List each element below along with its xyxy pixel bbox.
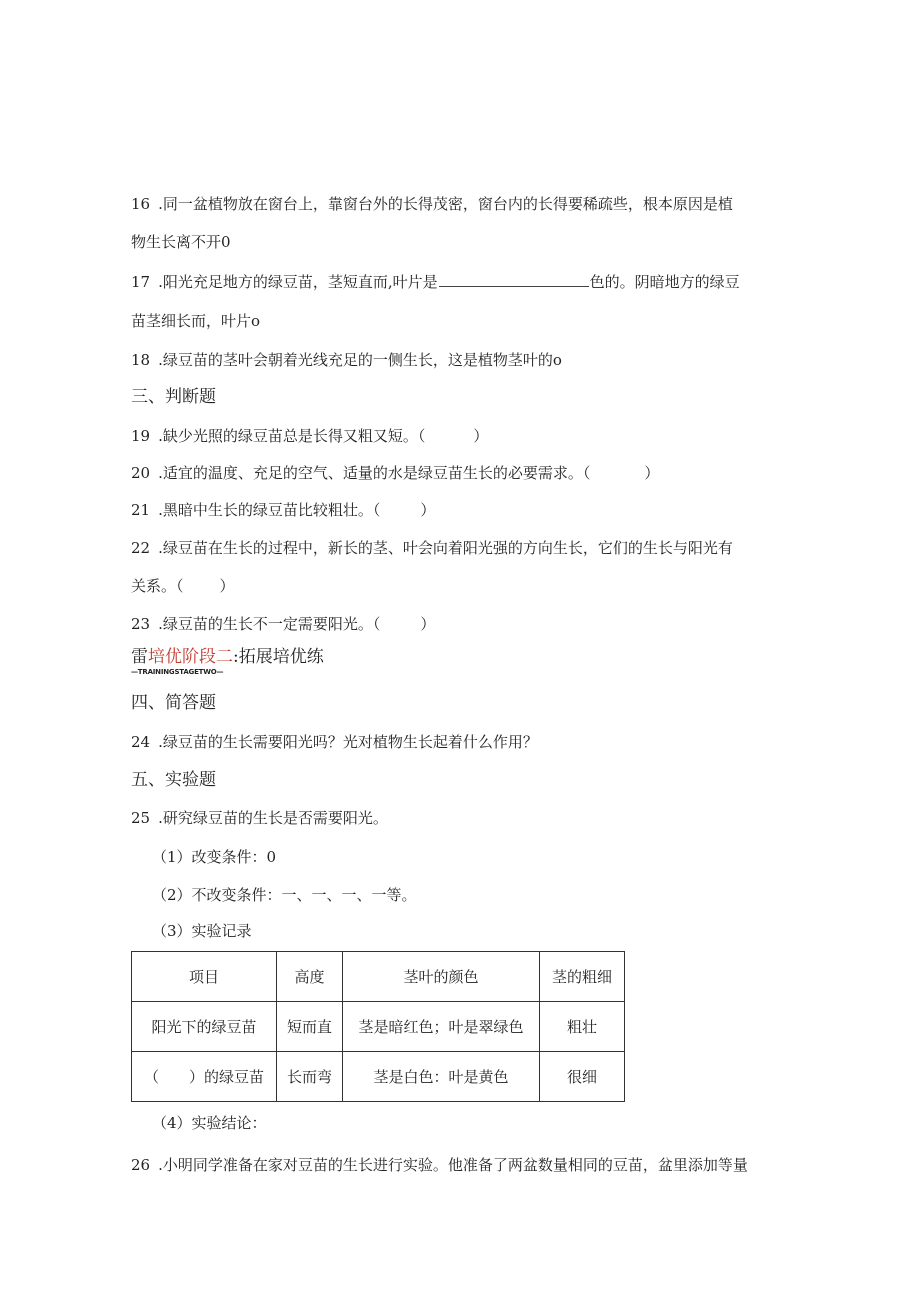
answer-blank[interactable] [439, 272, 589, 287]
question-text: .绿豆苗在生长的过程中，新长的茎、叶会向着阳光强的方向生长，它们的生长与阳光有 [158, 539, 733, 557]
question-25 [131, 808, 388, 828]
question-number: 18 [131, 351, 151, 369]
question-20 [131, 463, 659, 483]
paren-close: ） [420, 501, 436, 519]
question-number: 17 [131, 273, 151, 291]
question-text: 关系。（ [131, 577, 184, 595]
question-number: 16 [131, 195, 151, 213]
question-16 [131, 194, 733, 214]
question-25-part-4: （4）实验结论： [152, 1114, 267, 1132]
question-17 [131, 272, 740, 292]
table-row [132, 1002, 625, 1052]
question-text: 色的。阴暗地方的绿豆 [589, 273, 740, 291]
banner-title: :拓展培优练 [233, 647, 324, 667]
question-16-cont [131, 232, 231, 252]
table-header: 高度 [277, 952, 343, 1002]
question-number: 23 [131, 615, 151, 633]
table-header: 茎叶的颜色 [343, 952, 540, 1002]
banner-subtitle: —TRAININGSTAGETWO— [131, 668, 224, 676]
paren-close: ） [420, 615, 436, 633]
table-cell[interactable]: （ ）的绿豆苗 [132, 1052, 277, 1102]
table-header: 茎的粗细 [540, 952, 625, 1002]
table-cell: 粗壮 [540, 1002, 625, 1052]
question-text: .阳光充足地方的绿豆苗，茎短直而,叶片是 [158, 273, 438, 291]
question-22 [131, 538, 733, 558]
table-row [132, 1052, 625, 1102]
table-cell: 茎是暗红色；叶是翠绿色 [343, 1002, 540, 1052]
table-header: 项目 [132, 952, 277, 1002]
paren-close: ） [644, 464, 660, 482]
question-22-cont [131, 576, 235, 596]
question-text: .同一盆植物放在窗台上，靠窗台外的长得茂密，窗台内的长得要稀疏些，根本原因是植 [158, 195, 733, 213]
question-21 [131, 500, 435, 520]
question-23 [131, 614, 435, 634]
question-number: 20 [131, 464, 151, 482]
question-text: .研究绿豆苗的生长是否需要阳光。 [158, 809, 388, 827]
question-text: 苗茎细长而，叶片o [131, 312, 261, 330]
question-text: .黑暗中生长的绿豆苗比较粗壮。（ [158, 501, 381, 519]
table-header-row [132, 952, 625, 1002]
question-25-part-2: （2）不改变条件：一、一、一、一等。 [152, 886, 417, 904]
question-25-part-1: （1）改变条件：0 [152, 848, 277, 866]
question-text: 物生长离不开0 [131, 233, 231, 251]
banner-stage: 培优阶段二 [148, 647, 233, 667]
question-number: 26 [131, 1156, 151, 1174]
banner-logo-glyph: 雷 [131, 647, 148, 667]
table-cell: 长而弯 [277, 1052, 343, 1102]
question-text: .适宜的温度、充足的空气、适量的水是绿豆苗生长的必要需求。（ [158, 464, 591, 482]
section-heading-judgement: 三、判断题 [131, 387, 216, 407]
table-cell: 短而直 [277, 1002, 343, 1052]
paren-close: ） [219, 577, 235, 595]
question-18 [131, 350, 562, 370]
question-17-cont [131, 311, 260, 331]
section-heading-short-answer: 四、简答题 [131, 693, 216, 713]
section-heading-experiment: 五、实验题 [131, 770, 216, 790]
paren-close: ） [473, 427, 489, 445]
question-text: .绿豆苗的茎叶会朝着光线充足的一侧生长，这是植物茎叶的o [158, 351, 562, 369]
question-25-part-3: （3）实验记录 [152, 922, 252, 940]
question-19 [131, 426, 488, 446]
question-text: .缺少光照的绿豆苗总是长得又粗又短。（ [158, 427, 426, 445]
question-number: 21 [131, 501, 151, 519]
table-cell: 阳光下的绿豆苗 [132, 1002, 277, 1052]
question-text: .绿豆苗的生长需要阳光吗？光对植物生长起着什么作用？ [158, 733, 538, 751]
table-cell: 很细 [540, 1052, 625, 1102]
stage-banner [131, 646, 324, 668]
question-26 [131, 1155, 748, 1175]
question-text: .绿豆苗的生长不一定需要阳光。（ [158, 615, 381, 633]
question-text: .小明同学准备在家对豆苗的生长进行实验。他准备了两盆数量相同的豆苗，盆里添加等量 [158, 1156, 748, 1174]
experiment-record-table [131, 951, 625, 1102]
question-24 [131, 732, 538, 752]
table-cell: 茎是白色：叶是黄色 [343, 1052, 540, 1102]
question-number: 19 [131, 427, 151, 445]
question-number: 22 [131, 539, 151, 557]
question-number: 25 [131, 809, 151, 827]
question-number: 24 [131, 733, 151, 751]
